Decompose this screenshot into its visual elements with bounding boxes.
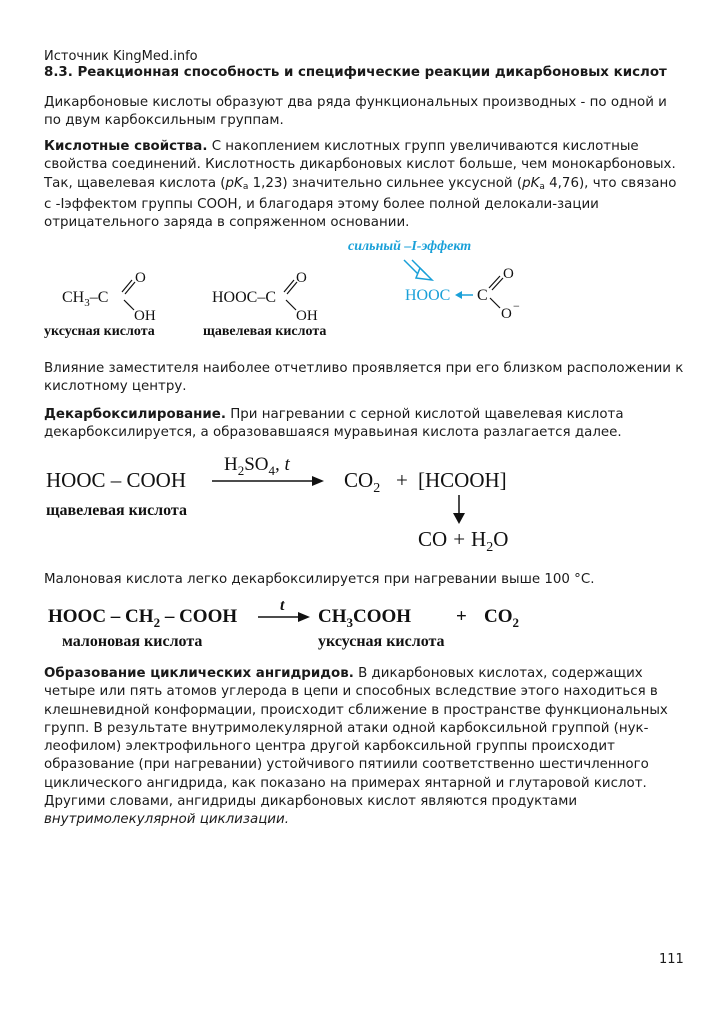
effect-label: сильный –I-эффект — [348, 239, 472, 254]
paragraph-malonic: Малоновая кислота легко декарбоксилируется при нагревании выше 100 °С. — [44, 572, 595, 587]
svg-text:O: O — [135, 270, 146, 286]
svg-text:OH: OH — [134, 308, 156, 324]
source-line: Источник KingMed.info — [44, 49, 198, 64]
svg-text:O: O — [501, 306, 512, 322]
scheme-acidity — [0, 230, 724, 350]
paragraph-decarboxylation: Декарбоксилирование. При нагревании с серной кислотой щавелевая кислота декарбоксилируется, а образовавшаяся муравьиная кислота разлагается далее. — [44, 407, 624, 441]
oxalic-formula: HOOC–C — [212, 289, 277, 306]
oxalic-acid-label: щавелевая кислота — [203, 324, 327, 339]
products-co-h2o: CO + $H_2O$ — [418, 527, 509, 555]
paragraph-substituent: Влияние заместителя наиболее отчетливо проявляется при его близком расположении к кислотному центру. — [44, 361, 684, 395]
oxalic-reactant: HOOC – COOH — [46, 468, 187, 492]
svg-text:O: O — [503, 266, 514, 282]
product-co2: $CO_2$ — [344, 468, 381, 496]
malonic-reactant: HOOC – $CH_2$ – COOH — [48, 606, 238, 630]
scheme-malonic-decarboxylation — [0, 596, 724, 656]
anion-hooc: HOOC — [405, 287, 451, 304]
product-formic: [HCOOH] — [418, 468, 507, 492]
lead-decarboxylation: Декарбоксилирование. — [44, 407, 226, 422]
acetic-acid-label: уксусная кислота — [44, 324, 155, 339]
page-number: 111 — [659, 952, 684, 967]
malonic-name: малоновая кислота — [62, 633, 203, 650]
svg-text:+: + — [456, 606, 467, 627]
oxalic-name: щавелевая кислота — [46, 502, 187, 519]
paragraph-intro: Дикарбоновые кислоты образуют два ряда функциональных производных - по одной и по двум карбоксильным группам. — [44, 95, 667, 129]
acetic-name: уксусная кислота — [318, 633, 445, 650]
section-heading: 8.3. Реакционная способность и специфические реакции дикарбоновых кислот — [44, 65, 667, 80]
lead-anhydrides: Образование циклических ангидридов. — [44, 666, 354, 681]
lead-acid-properties: Кислотные свойства. — [44, 139, 208, 154]
malonic-co2: $CO_2$ — [484, 606, 519, 630]
reagent-h2so4: $H_2SO_4$, t — [224, 454, 290, 478]
svg-text:−: − — [513, 299, 520, 313]
paragraph-acid-properties: Кислотные свойства. С накоплением кислотных групп увеличиваются кислотные свойства соединений. Кислотность дикарбоновых кислот больше, чем монокарбоновых. Так, щавелевая кислота ($pK_a$ 1,23) значительно сильнее уксусной ($pK_a$ 4,76), что связано с -Iэффектом группы COOH, и благодаря этому более полной делокали-зации отрицательного заряда в сопряженном основании. — [44, 139, 677, 231]
svg-text:t: t — [280, 597, 285, 614]
scheme-oxalic-decarboxylation — [0, 445, 724, 560]
svg-text:+: + — [396, 468, 408, 492]
acetic-product: $CH_3COOH$ — [318, 606, 412, 630]
svg-text:O: O — [296, 270, 307, 286]
paragraph-anhydrides: Образование циклических ангидридов. В дикарбоновых кислотах, содержащих четыре или пять атомов углерода в цепи и способных вследствие этого находиться в клешневидной конформации, происходит сближение в пространстве функциональных групп. В результате внутримолекулярной атаки одной карбоксильной группой (нук-леофилом) электрофильного центра другой карбоксильной группы происходит образование (при нагревании) устойчивого пятиили соответственно шестичленного циклического ангидрида, как показано на примерах янтарной и глутаровой кислот. Другими словами, ангидриды дикарбоновых кислот являются продуктами внутримолекулярной циклизации. — [44, 666, 668, 828]
acetic-ch3: $CH_3-C$ — [62, 289, 109, 309]
svg-text:OH: OH — [296, 308, 318, 324]
anion-carbon: C — [477, 287, 488, 304]
